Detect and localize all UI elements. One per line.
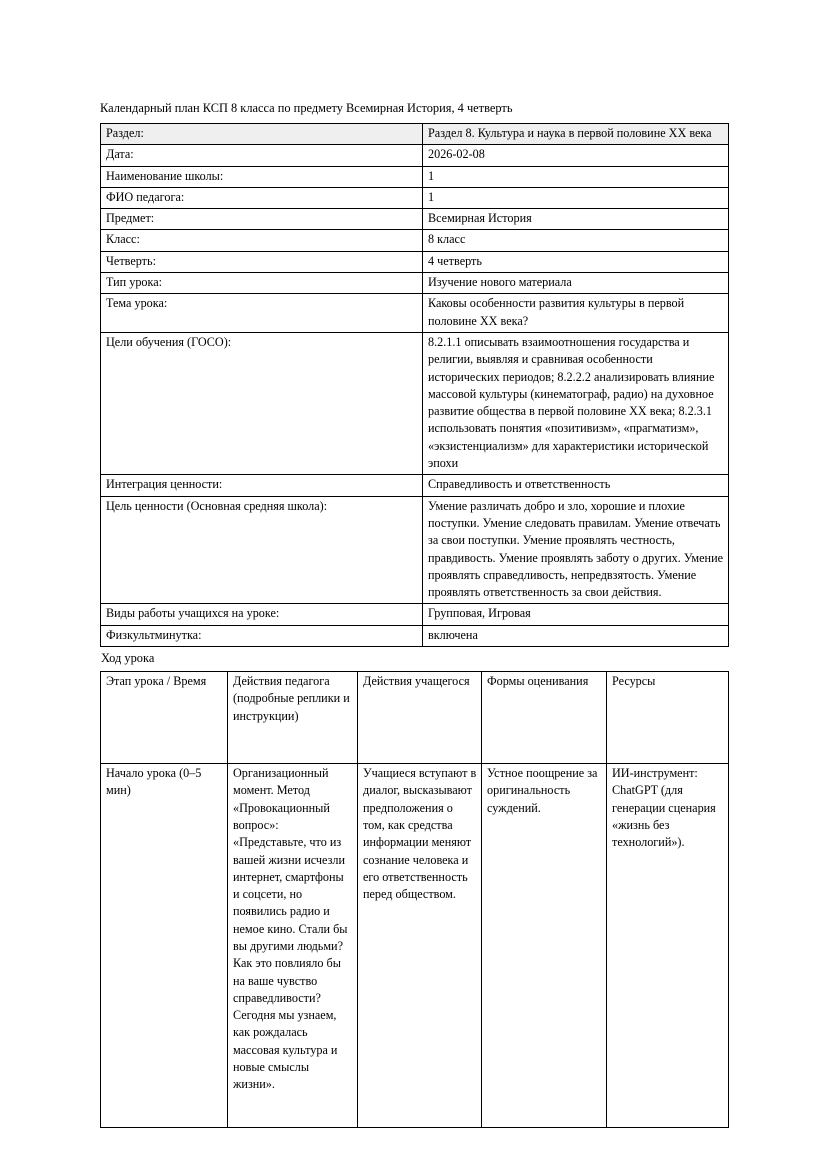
table-row xyxy=(101,625,729,646)
info-row-label: Класс: xyxy=(101,230,423,251)
info-row-value: 1 xyxy=(423,166,729,187)
info-row-value: Всемирная История xyxy=(423,209,729,230)
flow-column-header: Формы оценивания xyxy=(482,672,607,764)
table-row xyxy=(101,209,729,230)
table-row xyxy=(101,294,729,333)
flow-column-header: Действия учащегося xyxy=(358,672,482,764)
info-row-value: 8.2.1.1 описывать взаимоотношения государства и религии, выявляя и сравнивая особенности исторических периодов; 8.2.2.2 анализировать влияние массовой культуры (кинематограф, радио) на духовное развитие общества в первой половине XX века; 8.2.3.1 использовать понятия «позитивизм», «прагматизм», «экзистенциализм» для характеристики исторической эпохи xyxy=(423,332,729,474)
info-row-value: Умение различать добро и зло, хорошие и плохие поступки. Умение следовать правилам. Умение отвечать за свои поступки. Умение проявлять честность, правдивость. Умение проявлять заботу о других. Умение проявлять справедливость, непредвзятость. Умение проявлять ответственность за свои действия. xyxy=(423,496,729,604)
info-row-value: Раздел 8. Культура и наука в первой половине XX века xyxy=(423,124,729,145)
table-row xyxy=(101,475,729,496)
table-row xyxy=(101,496,729,604)
table-row xyxy=(101,230,729,251)
info-row-value: Изучение нового материала xyxy=(423,273,729,294)
table-row xyxy=(101,145,729,166)
info-row-label: Цель ценности (Основная средняя школа): xyxy=(101,496,423,604)
info-row-label: ФИО педагога: xyxy=(101,187,423,208)
info-row-label: Интеграция ценности: xyxy=(101,475,423,496)
table-row xyxy=(101,251,729,272)
info-row-label: Дата: xyxy=(101,145,423,166)
table-header-row xyxy=(101,672,729,764)
info-row-value: Каковы особенности развития культуры в первой половине XX века? xyxy=(423,294,729,333)
info-row-label: Наименование школы: xyxy=(101,166,423,187)
info-row-value: 8 класс xyxy=(423,230,729,251)
lesson-flow-table xyxy=(100,671,729,1128)
info-row-label: Цели обучения (ГОСО): xyxy=(101,332,423,474)
flow-column-header: Действия педагога (подробные реплики и инструкции) xyxy=(228,672,358,764)
info-row-value: включена xyxy=(423,625,729,646)
flow-column-header: Ресурсы xyxy=(607,672,729,764)
info-row-label: Предмет: xyxy=(101,209,423,230)
info-row-value: Групповая, Игровая xyxy=(423,604,729,625)
table-row xyxy=(101,604,729,625)
info-row-label: Тема урока: xyxy=(101,294,423,333)
info-row-value: 2026-02-08 xyxy=(423,145,729,166)
flow-stage-cell: Начало урока (0–5 мин) xyxy=(101,764,228,1128)
flow-student-actions-cell: Учащиеся вступают в диалог, высказывают предположения о том, как средства информации меняют сознание человека и его ответственность перед обществом. xyxy=(358,764,482,1128)
page-title: Календарный план КСП 8 класса по предмету Всемирная История, 4 четверть xyxy=(100,101,513,115)
lesson-flow-label: Ход урока xyxy=(101,651,155,666)
flow-assessment-cell: Устное поощрение за оригинальность суждений. xyxy=(482,764,607,1128)
info-row-value: 1 xyxy=(423,187,729,208)
info-row-label: Физкультминутка: xyxy=(101,625,423,646)
lesson-flow-body xyxy=(101,764,729,1128)
info-row-label: Тип урока: xyxy=(101,273,423,294)
info-row-label: Раздел: xyxy=(101,124,423,145)
lesson-flow-header xyxy=(101,672,729,764)
table-row xyxy=(101,124,729,145)
lesson-info-table xyxy=(100,123,729,647)
info-row-label: Виды работы учащихся на уроке: xyxy=(101,604,423,625)
flow-column-header: Этап урока / Время xyxy=(101,672,228,764)
flow-resources-cell: ИИ-инструмент: ChatGPT (для генерации сценария «жизнь без технологий»). xyxy=(607,764,729,1128)
table-row xyxy=(101,764,729,1128)
table-row xyxy=(101,166,729,187)
info-row-label: Четверть: xyxy=(101,251,423,272)
table-row xyxy=(101,187,729,208)
info-row-value: 4 четверть xyxy=(423,251,729,272)
table-row xyxy=(101,273,729,294)
table-row xyxy=(101,332,729,474)
info-row-value: Справедливость и ответственность xyxy=(423,475,729,496)
lesson-info-body xyxy=(101,124,729,647)
flow-teacher-actions-cell: Организационный момент. Метод «Провокационный вопрос»: «Представьте, что из вашей жизни исчезли интернет, смартфоны и соцсети, но появились радио и немое кино. Стали бы вы другими людьми? Как это повлияло бы на ваше чувство справедливости? Сегодня мы узнаем, как рождалась массовая культура и новые смыслы жизни». xyxy=(228,764,358,1128)
